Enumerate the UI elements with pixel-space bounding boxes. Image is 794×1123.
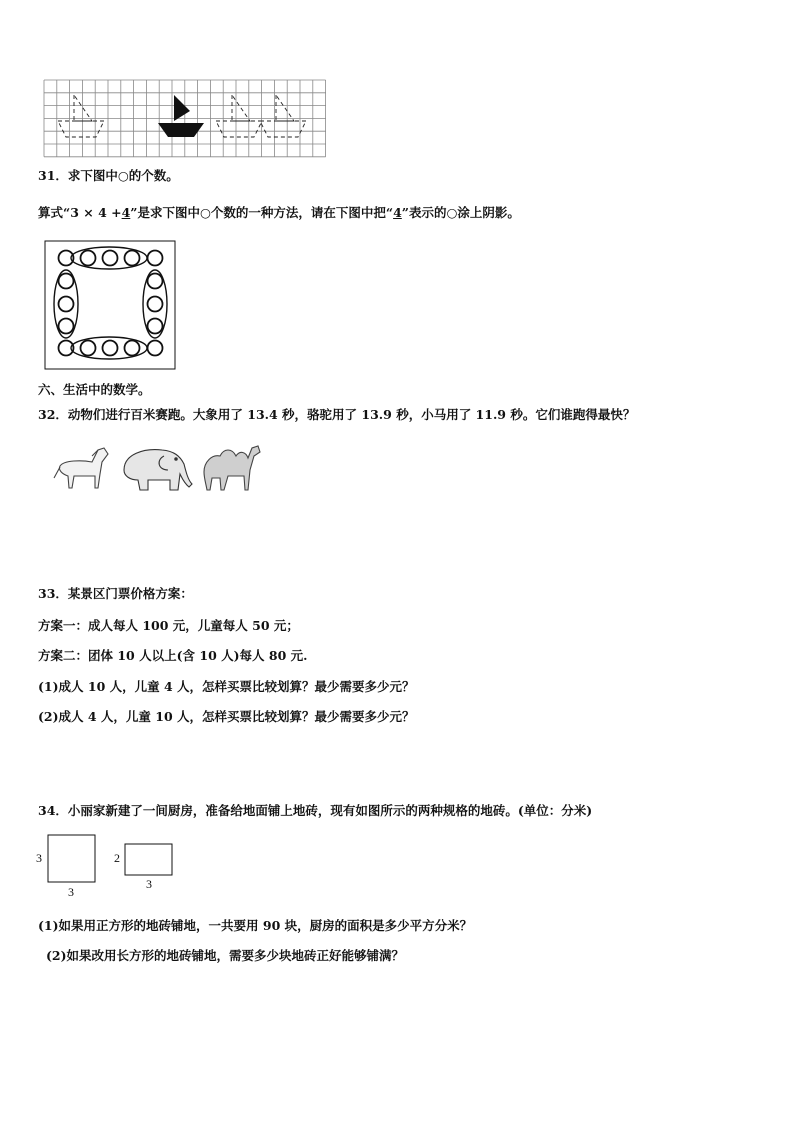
q33-plan1: 方案一：成人每人 100 元，儿童每人 50 元； xyxy=(38,618,299,633)
square-bottom-label: 3 xyxy=(68,885,74,899)
rect-bottom-label: 3 xyxy=(146,877,152,891)
q33-sub1: (1)成人 10 人，儿童 4 人，怎样买票比较划算？最少需要多少元？ xyxy=(38,679,415,694)
small-circle xyxy=(148,319,163,334)
small-circle xyxy=(125,341,140,356)
small-circle xyxy=(103,341,118,356)
animals-figure xyxy=(52,440,262,498)
dashed-boat-right xyxy=(260,95,306,137)
small-circle xyxy=(59,274,74,289)
elephant-icon xyxy=(124,450,192,490)
square-tile xyxy=(48,835,95,882)
left-group-oval xyxy=(54,270,78,338)
q34-sub2: (2)如果改用长方形的地砖铺地，需要多少块地砖正好能够铺满？ xyxy=(46,948,405,963)
q31-formula-blank: 4 xyxy=(121,205,131,220)
q32-text: 32．动物们进行百米赛跑。大象用了 13.4 秒，骆驼用了 13.9 秒，小马用了 11.9 秒。它们谁跑得最快？ xyxy=(38,407,636,422)
q33-plan2: 方案二：团体 10 人以上(含 10 人)每人 80 元. xyxy=(38,648,308,663)
solid-black-boat xyxy=(158,95,204,137)
grid-lines xyxy=(44,80,326,157)
small-circle xyxy=(125,251,140,266)
camel-icon xyxy=(204,446,260,490)
section6-heading: 六、生活中的数学。 xyxy=(38,382,151,397)
small-circles xyxy=(59,251,163,356)
small-circle xyxy=(81,251,96,266)
tiles-figure xyxy=(48,835,172,882)
rect-side-label: 2 xyxy=(114,851,120,865)
small-circle xyxy=(148,274,163,289)
q31-formula xyxy=(38,203,520,221)
q31-title: 31．求下图中○的个数。 xyxy=(38,168,179,183)
q31-formula-blank2: 4 xyxy=(393,205,402,220)
q33-title: 33．某景区门票价格方案： xyxy=(38,586,193,601)
rectangle-tile xyxy=(125,844,172,875)
dashed-boat-left xyxy=(58,95,104,137)
small-circle xyxy=(103,251,118,266)
q33-sub2: (2)成人 4 人，儿童 10 人，怎样买票比较划算？最少需要多少元？ xyxy=(38,709,415,724)
small-circle xyxy=(148,341,163,356)
q31-formula-suffix: ”表示的○涂上阴影。 xyxy=(401,205,520,220)
small-circle xyxy=(148,251,163,266)
small-circle xyxy=(59,297,74,312)
q31-formula-middle: ”是求下图中○个数的一种方法，请在下图中把“ xyxy=(130,205,394,220)
q34-sub1: (1)如果用正方形的地砖铺地，一共要用 90 块，厨房的面积是多少平方分米？ xyxy=(38,918,473,933)
small-circle xyxy=(59,319,74,334)
circles-figure xyxy=(45,241,175,369)
small-circle xyxy=(148,297,163,312)
horse-icon xyxy=(54,448,108,488)
circles-frame xyxy=(45,241,175,369)
small-circle xyxy=(81,341,96,356)
q31-formula-prefix: 算式“3 × 4 + xyxy=(38,205,122,220)
square-side-label: 3 xyxy=(36,851,42,865)
q34-text: 34．小丽家新建了一间厨房，准备给地面铺上地砖，现有如图所示的两种规格的地砖。(单位：分米) xyxy=(38,803,593,818)
